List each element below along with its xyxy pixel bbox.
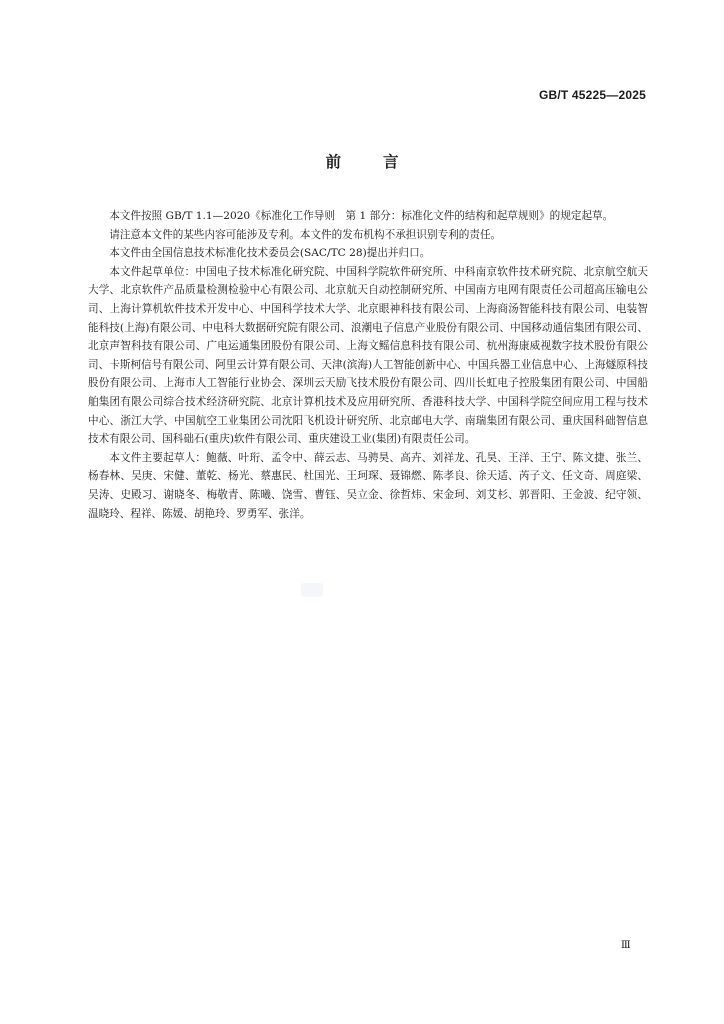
paragraph-patent-notice: 请注意本文件的某些内容可能涉及专利。本文件的发布机构不承担识别专利的责任。 — [109, 228, 502, 241]
paragraph-proposer: 本文件由全国信息技术标准化技术委员会(SAC/TC 28)提出并归口。 — [109, 247, 431, 260]
paragraph-drafting-rules: 本文件按照 GB/T 1.1—2020《标准化工作导则 第 1 部分：标准化文件的结构和起草规则》的规定起草。 — [109, 210, 614, 222]
foreword-body — [88, 207, 648, 523]
page-title: 前言 — [325, 153, 441, 171]
faint-watermark-mark — [301, 583, 323, 597]
paragraph-drafters: 本文件主要起草人：鲍薇、叶珩、孟令中、薛云志、马骋昊、高卉、刘祥龙、孔昊、王洋、王宁、陈文捷、张兰、杨春林、吴庚、宋健、董乾、杨光、蔡惠民、杜国光、王珂琛、聂锦燃、陈孝良、徐天适、芮子文、任文奇、周庭梁、吴涛、史殿习、谢晓冬、梅敬青、陈曦、饶雪、曹钰、吴立金、徐哲炜、宋金珂、刘艾杉、郭晋阳、王金波、纪守领、温晓玲、程祥、陈媛、胡艳玲、罗勇军、张洋。 — [88, 451, 648, 520]
page-number: Ⅲ — [621, 940, 631, 951]
paragraph-drafting-organizations: 本文件起草单位：中国电子技术标准化研究院、中国科学院软件研究所、中科南京软件技术研究院、北京航空航天大学、北京软件产品质量检测检验中心有限公司、北京航天自动控制研究所、中国南方电网有限责任公司超高压输电公司、上海计算机软件技术开发中心、中国科学技术大学、北京眼神科技有限公司、上海商汤智能科技有限公司、电装智能科技(上海)有限公司、中电科大数据研究院有限公司、浪潮电子信息产业股份有限公司、中国移动通信集团有限公司、北京声智科技有限公司、广电运通集团股份有限公司、上海文鳐信息科技有限公司、杭州海康威视数字技术股份有限公司、卡斯柯信号有限公司、阿里云计算有限公司、天津(滨海)人工智能创新中心、中国兵器工业信息中心、上海燧原科技股份有限公司、上海市人工智能行业协会、深圳云天励飞技术股份有限公司、四川长虹电子控股集团有限公司、中国船舶集团有限公司综合技术经济研究院、北京计算机技术及应用研究所、香港科技大学、中国科学院空间应用工程与技术中心、浙江大学、中国航空工业集团公司沈阳飞机设计研究所、北京邮电大学、南瑞集团有限公司、重庆国科础智信息技术有限公司、国科础石(重庆)软件有限公司、重庆建设工业(集团)有限责任公司。 — [88, 265, 648, 446]
standard-code: GB/T 45225—2025 — [538, 88, 646, 102]
